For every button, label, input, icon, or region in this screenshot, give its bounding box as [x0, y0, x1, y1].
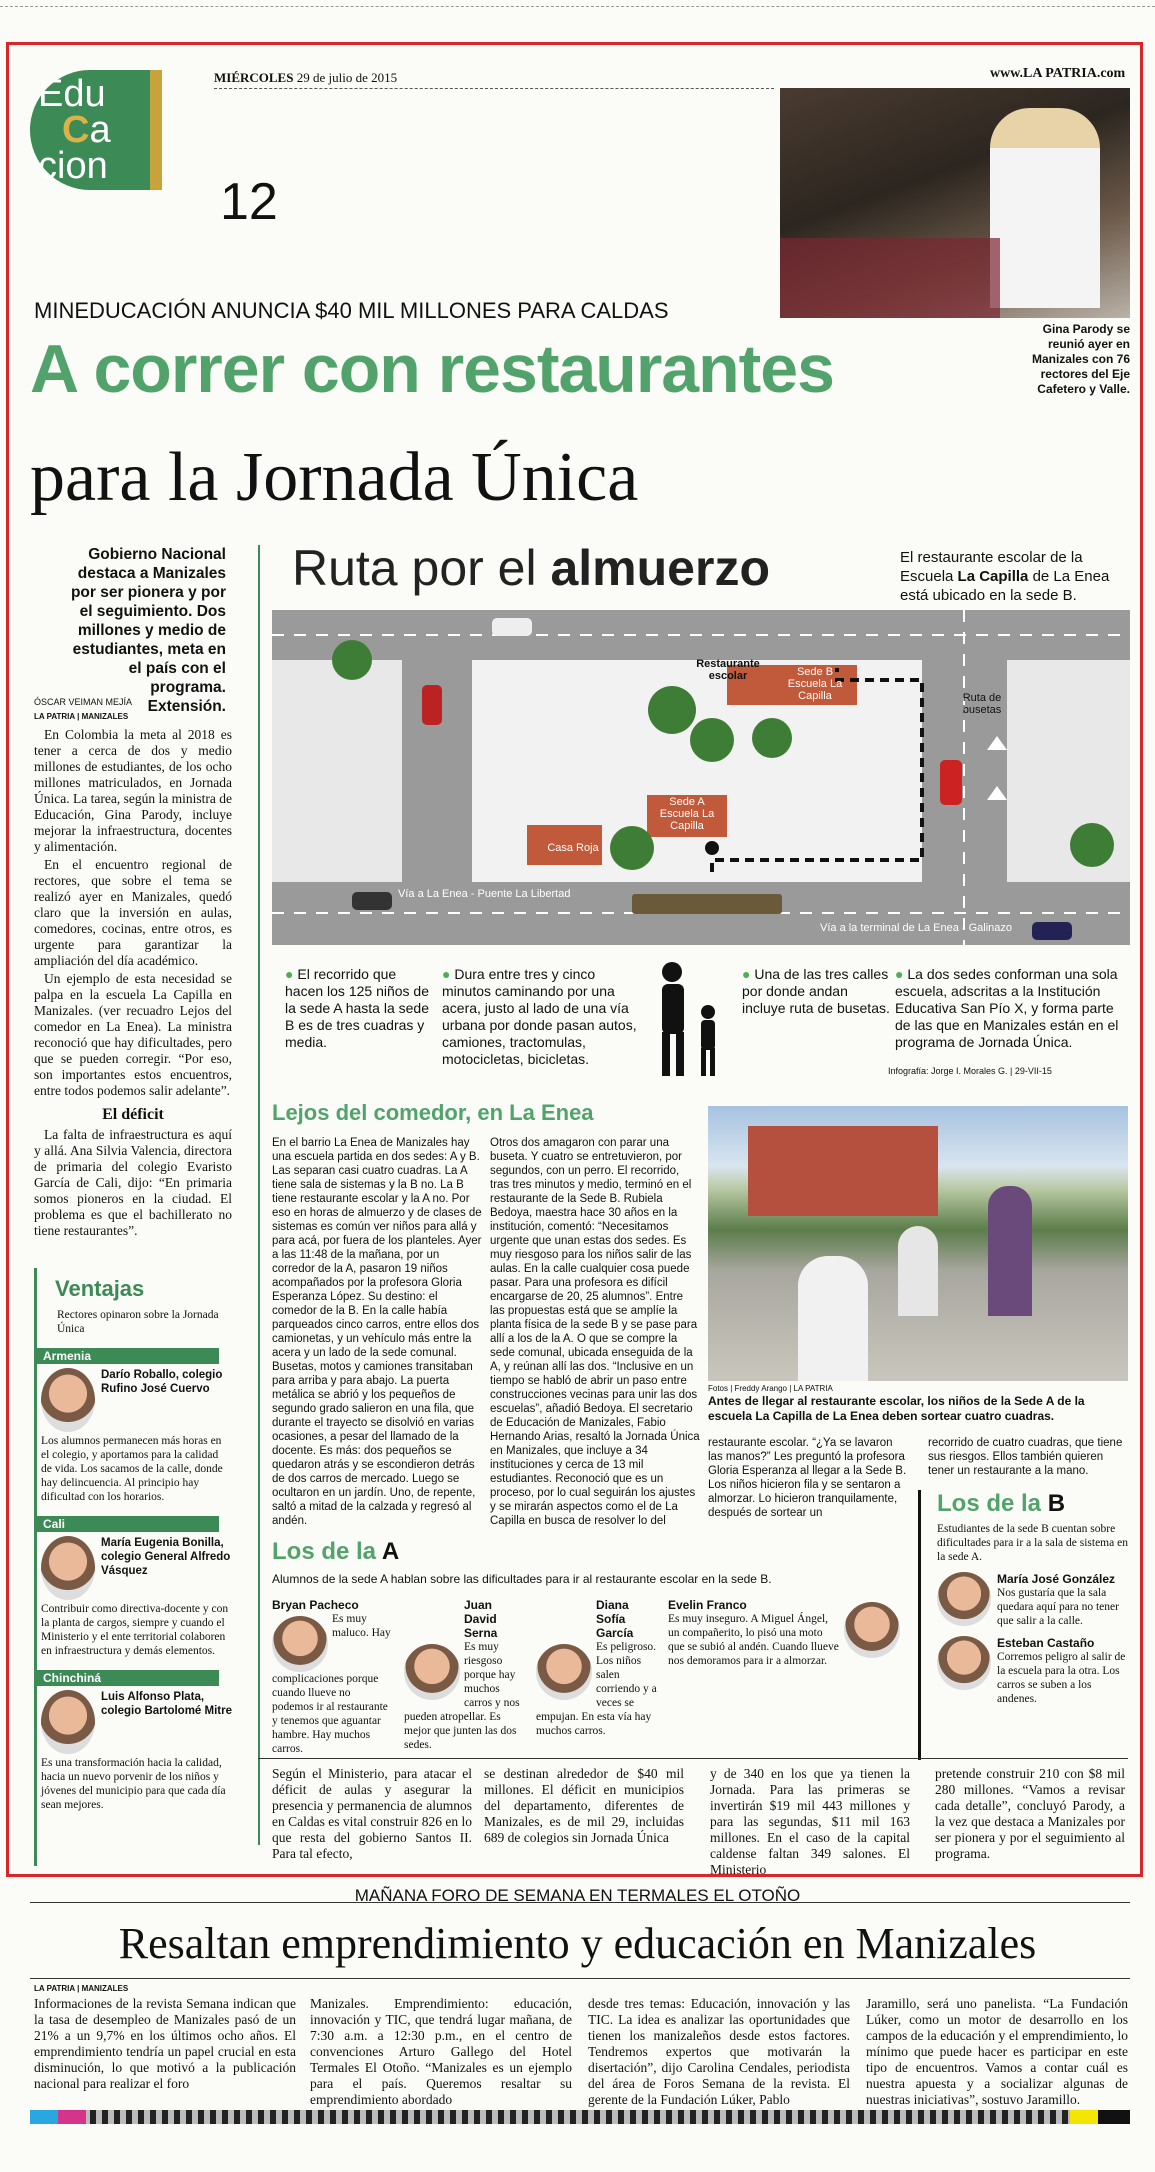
avatar [536, 1644, 592, 1700]
infographic-note-3 [742, 966, 892, 1017]
website[interactable]: www.LA PATRIA.com [990, 66, 1126, 81]
infographic-note-2 [442, 966, 642, 1068]
los-b-person [937, 1636, 1131, 1706]
lead-p1: En Colombia la meta al 2018 es tener a cerca de dos y medio millones de estudiantes, de los ocho millones matriculados, en Jornada Única. La tarea, según la ministra de Educación, Gina Parody, incluye mejorar la infraestructura, docentes y alimentación. [34, 727, 232, 854]
avatar [41, 1536, 95, 1600]
los-a-title [272, 1538, 399, 1566]
infographic-title-light: Ruta por el [292, 540, 551, 596]
headline-kicker: MINEDUCACIÓN ANUNCIA $40 MIL MILLONES PARA CALDAS [34, 298, 669, 323]
person-quote: Es peligroso. Los niños salen corriendo y a veces se empujan. En esta vía hay muchos carros. [536, 1641, 657, 1737]
note-text: Dura entre tres y cinco minutos caminando por una acera, justo al lado de una vía urbana por donde pasan autos, camiones, tractomulas, motocicletas, bicicletas. [442, 966, 637, 1067]
bottom-rule [258, 1758, 1128, 1759]
note-c: de La Enea está ubicado en la sede B. [900, 568, 1110, 604]
black-swatch [1098, 2110, 1130, 2124]
second-title-rule [30, 1978, 1130, 1979]
los-a-intro: Alumnos de la sede A hablan sobre las dificultades para ir al restaurante escolar en la sede B. [272, 1572, 772, 1586]
ventajas-intro: Rectores opinaron sobre la Jornada Única [57, 1309, 219, 1335]
magenta-swatch [58, 2110, 86, 2124]
tree-icon [648, 686, 696, 734]
lejos-title: Lejos del comedor, en La Enea [272, 1100, 594, 1125]
truck-icon [632, 894, 782, 914]
lead-p3: Un ejemplo de esta necesidad se palpa en la escuela La Capilla en Manizales. (ver recuadro Lejos del comedor en La Enea). La ministra reconoció que hay dificultades, pero que se pueden corregir. “Por eso, son importantes estos encuentros, entre todos podemos salir adelante”. [34, 971, 232, 1098]
ventajas-title: Ventajas [55, 1276, 145, 1301]
lead-subhead: El déficit [102, 1106, 164, 1123]
bottom-col-1: Según el Ministerio, para atacar el déficit de aulas y asegurar la presencia y permanencia de alumnos en Caldas es vital construir 826 en lo que resta del gobierno Santos II. Para tal efecto, [272, 1766, 472, 1861]
note-a: El restaurante escolar de la Escuela [900, 549, 1083, 585]
lead-summary: Gobierno Nacional destaca a Manizales por ser pionera y por el seguimiento. Dos millones y medio de estudiantes, meta en el país con el programa. Extensión. [70, 546, 226, 715]
ventaja-item [37, 1348, 233, 1504]
note-text: El recorrido que hacen los 125 niños de la sede A hasta la sede B es de tres cuadras y media. [285, 966, 429, 1050]
section-logo [30, 70, 180, 190]
person-quote: Es muy riesgoso porque hay muchos carros y nos pueden atropellar. Es mejor que junten las dos sedes. [404, 1641, 520, 1751]
car-icon [492, 618, 532, 636]
person-name: María José González [997, 1572, 1116, 1586]
lead-body [34, 727, 232, 1241]
logo-c: C [62, 109, 90, 151]
byline: ÓSCAR VEIMAN MEJÍA [34, 697, 133, 707]
color-bar [30, 2110, 1130, 2124]
note-b: La Capilla [957, 568, 1029, 585]
los-a-title-a: Los de la [272, 1538, 382, 1565]
second-col-1: Informaciones de la revista Semana indican que la tasa de desempleo de Manizales pasó de un 21% a un 9,7% en los últimos ocho años. El emprendimiento tendría un papel crucial en esta disminución, lo que motivó a la publicación nacional para realizar el foro [34, 1996, 296, 2091]
header-rule [214, 88, 774, 89]
person-quote: Corremos peligro al salir de la escuela para la otra. Los carros se suben a los andenes. [997, 1651, 1126, 1705]
logo-text [38, 73, 111, 187]
person-name: Evelin Franco [668, 1598, 747, 1612]
logo-line-1: Edu [38, 73, 106, 115]
second-col-3: desde tres temas: Educación, innovación y las TIC. La idea es analizar las oportunidades que tienen los manizaleños desde estos factores. Tendremos expertos que motivarán la disertación”, dijo Carolina Cendales, periodista del área de Foros Semana de la revista. El gerente de la Fundación Lúker, Pablo [588, 1996, 850, 2107]
map-label-casa-roja: Casa Roja [547, 842, 599, 854]
person-name: Juan David Serna [464, 1598, 498, 1640]
ventaja-quote: Contribuir como directiva-docente y con la planta de cargos, siempre y cuando el Ministerio y el ente territorial colaboren en infraestructura y demás elementos. [41, 1603, 229, 1657]
person-name: Diana Sofía García [596, 1598, 634, 1640]
second-kicker: MAÑANA FORO DE SEMANA EN TERMALES EL OTOÑO [354, 1886, 801, 1905]
second-col-4: Jaramillo, será uno panelista. “La Fundación Lúker, como un motor de desarrollo en los campos de la educación y el emprendimiento, lo mínimo que puede hacer es participar en este tipo de encuentros. Vamos a contar cuál es nuestra apuesta y a socializar algunas de nuestras iniciativas”, sostuvo Jaramillo. [866, 1996, 1128, 2107]
car-icon [352, 892, 392, 910]
infographic-note [900, 548, 1128, 605]
map-label-ruta-busetas: Ruta de busetas [962, 692, 1002, 716]
photo-building [748, 1126, 938, 1216]
page-number: 12 [220, 173, 278, 231]
bottom-col-2: se destinan alrededor de $40 mil millones. El déficit en municipios del departamento, diferentes de Manizales, es de mil 29, incluidas 689 de colegios sin Jornada Única [484, 1766, 684, 1845]
tree-icon [610, 826, 654, 870]
walking-figures-icon [650, 958, 730, 1078]
tree-icon [332, 640, 372, 680]
date-rest: 29 de julio de 2015 [296, 70, 398, 85]
map-label-sede-a: Sede A Escuela La Capilla [659, 796, 715, 832]
headline-title-1: A correr con restaurantes [30, 331, 834, 407]
los-a-person [536, 1598, 658, 1738]
ventaja-name: María Eugenia Bonilla, colegio General Alfredo Vásquez [101, 1537, 231, 1577]
second-col-2: Manizales. Emprendimiento: educación, innovación y TIC, que tendrá lugar mañana, de 7:30 a.m. a 12:30 p.m., en el centro de convenciones Arturo Gallego del Hotel Termales El Otoño. “Manizales es un ejemplo para el país. Queremos resaltar su emprendimiento abordado [310, 1996, 572, 2107]
car-icon [1032, 922, 1072, 940]
person-name: Esteban Castaño [997, 1636, 1095, 1650]
los-b-person [937, 1572, 1131, 1628]
los-b-title [937, 1490, 1131, 1518]
ventaja-name: Darío Roballo, colegio Rufino José Cuervo [101, 1369, 223, 1395]
person-quote: Nos gustaría que la sala quedara aquí para no tener que salir a la calle. [997, 1587, 1119, 1627]
map-label-restaurante: Restaurante escolar [696, 658, 760, 682]
ventaja-item [37, 1670, 233, 1812]
date-line [214, 70, 397, 86]
los-a-title-b: A [381, 1538, 400, 1565]
route-start [705, 841, 719, 855]
lejos-col-3: restaurante escolar. “¿Ya se lavaron las manos?” Les preguntó la profesora Gloria Esperanza al llegar a la Sede B. Los niños hicieron fila y se sentaron a almorzar. Lo hicieron tranquilamente, después de sortear un [708, 1437, 907, 1519]
car-icon [940, 760, 962, 805]
bottom-col-4: pretende construir 210 con $8 mil 280 millones. “Vamos a revisar cada detalle”, concluyó Parody, a la vez que destaca a Manizales por ser pionera y por el seguimiento al programa. [935, 1766, 1125, 1861]
lead-p4: La falta de infraestructura es aquí y allá. Ana Silvia Valencia, directora de primaria del colegio Evaristo García de Cali, dijo: “En primaria somos pioneros en la ciudad. El problema es que el bachillerato no tiene restaurantes”. [34, 1127, 232, 1238]
ventaja-city: Chinchiná [37, 1670, 219, 1686]
photo-adult [988, 1186, 1032, 1316]
photo-figure [990, 108, 1100, 308]
avatar [937, 1572, 991, 1626]
person-name: Bryan Pacheco [272, 1598, 359, 1612]
bullet-icon: ● [442, 966, 455, 982]
lejos-photo [708, 1106, 1128, 1381]
lead-p2: En el encuentro regional de rectores, que sobre el tema se realizó ayer en Manizales, quedó claro que la inversión en aulas, comedores, cocinas, entre otros, es urgente para garantizar la ampliación del día académico. [34, 857, 232, 968]
avatar [844, 1602, 900, 1658]
ventaja-name: Luis Alfonso Plata, colegio Bartolomé Mitre [101, 1691, 232, 1717]
tree-icon [690, 718, 734, 762]
tree-icon [752, 718, 792, 758]
bullet-icon: ● [742, 966, 755, 982]
bottom-col-3: y de 340 en los que ya tienen la Jornada. Para las primeras se invertirán $19 mil 443 millones y para las segundas, $11 mil 163 millones. En el caso de la capital caldense faltan 349 salones. El Ministerio [710, 1766, 910, 1877]
infographic-credit: Infografía: Jorge I. Morales G. | 29-VII-15 [888, 1066, 1052, 1076]
avatar [937, 1636, 991, 1690]
logo-bar [150, 70, 162, 190]
logo-a: a [89, 109, 111, 151]
infographic-title [292, 538, 770, 598]
photo-table [780, 238, 1000, 318]
car-icon [422, 685, 442, 725]
bullet-icon: ● [285, 966, 298, 982]
infographic-title-bold: almuerzo [550, 540, 770, 596]
byline-org: LA PATRIA | MANIZALES [34, 712, 129, 721]
map-label-via-enea: Vía a La Enea - Puente La Libertad [398, 888, 571, 900]
top-cut-line [0, 0, 1155, 7]
map-label-via-terminal: Vía a la terminal de La Enea - Galinazo [820, 922, 1013, 934]
photo-child [898, 1226, 938, 1316]
note-text: Una de las tres calles por donde andan incluye ruta de busetas. [742, 966, 890, 1016]
los-b-intro: Estudiantes de la sede B cuentan sobre dificultades para ir a la sala de sistema en la sede A. [937, 1523, 1128, 1563]
cyan-swatch [30, 2110, 58, 2124]
bullet-icon: ● [895, 966, 908, 982]
lejos-col-4: recorrido de cuatro cuadras, que tiene sus riesgos. Ellos también quieren tener un restaurante a la mano. [928, 1437, 1123, 1477]
ventajas-box [34, 1268, 233, 1866]
yellow-swatch [1070, 2110, 1098, 2124]
lejos-col-1: En el barrio La Enea de Manizales hay una escuela partida en dos sedes: A y B. Las separan casi cuatro cuadras. La A tiene sala de sistemas y la B no. La B tiene restaurante escolar y la A no. Por eso en horas de almuerzo y de clases de sistemas es común ver niños para allá y para acá, por fuera de los planteles. Ayer a las 11:48 de la mañana, por un corredor de la A, pasaron 19 niños acompañados por la profesora Gloria Esperanza López. Su destino: el comedor de la B. En la calle había parqueados cinco carros, entre ellos dos camionetas, y un vehículo más entre la acera y un lado de la sede comunal. Busetas, motos y camiones transitaban para arriba y para abajo. La puerta metálica se abrió y los pequeños de segundo grado salieron en una fila, que durante el trayecto se disolvió en varias ocasiones, a pesar del llamado de la docente. Es más: dos pequeños se quedaron atrás y se escondieron detrás de dos carros de mercado. Luego se ocultaron en un jardín. Uno, de repente, saltó a mitad de la calzada y regresó al andén. [272, 1137, 482, 1527]
lejos-photo-caption: Antes de llegar al restaurante escolar, los niños de la Sede A de la escuela La Capilla de La Enea deben sortear cuatro cuadras. [708, 1394, 1085, 1423]
los-b-box [918, 1490, 1131, 1760]
ventaja-city: Cali [37, 1516, 219, 1532]
person-quote: Es muy inseguro. A Miguel Ángel, un compañerito, lo pisó una moto que se subió al andén. Cuando llueve nos demoramos para ir a almorzar. [668, 1613, 839, 1667]
second-title: Resaltan emprendimiento y educación en Manizales [118, 1919, 1037, 1968]
avatar [272, 1616, 328, 1672]
photo-child [798, 1256, 868, 1381]
headline-title-2: para la Jornada Única [30, 439, 639, 516]
photo-top [780, 88, 1130, 318]
avatar [41, 1368, 95, 1432]
ventaja-quote: Los alumnos permanecen más horas en el colegio, y aportamos para la calidad de vida. Los sacamos de la calle, donde hay delincuencia. Al principio hay dificultad con los horarios. [41, 1435, 223, 1503]
infographic-note-1 [285, 966, 435, 1051]
los-b-title-b: B [1047, 1490, 1066, 1517]
tree-icon [1070, 823, 1114, 867]
person-quote: Es muy maluco. Hay complicaciones porque cuando llueve no podemos ir al restaurante y tenemos que aguantar hambre. Hay muchos carros. [272, 1613, 391, 1755]
note-text: La dos sedes conforman una sola escuela, adscritas a la Institución Educativa San Pío X, y forma parte de las que en Manizales están en el programa de Jornada Única. [895, 966, 1119, 1050]
lejos-col-2: Otros dos amagaron con parar una buseta. Y cuatro se entretuvieron, por segundos, con un perro. El recorrido, tras tres minutos y medio, terminó en el restaurante de la Sede B. Rubiela Bedoya, maestra hace 30 años en la institución, comentó: “Necesitamos urgente que unan estas dos sedes. Es muy riesgoso para los niños salir de las aulas. En la calle cualquier cosa puede pasar. Para una profesora es difícil encargarse de 20, 25 alumnos”. Entre las propuestas está que se amplíe la planta física de la sede B y se pase para allí a los de la A. O que se compre la sede comunal, ubicada enseguida de la A, y reúnan allí las dos. “Inclusive en un tiempo se habló de abrir un paso entre construcciones vecinas para unir las dos escuelas”, añadió Bedoya. El secretario de Educación de Manizales, Fabio Hernando Arias, resaltó la Jornada Única en Manizales, que incluye a 34 instituciones y cerca de 13 mil estudiantes. Reconoció que es un proceso, por lo cual seguirán los ajustes y se mirarán aspectos como el de La Capilla en busca de resolver lo del [490, 1137, 700, 1527]
map-label-sede-b: Sede B Escuela La Capilla [787, 666, 843, 702]
ventaja-quote: Es una transformación hacia la calidad, hacia un nuevo porvenir de los niños y jóvenes del municipio para que cada día sean mejores. [41, 1757, 226, 1811]
avatar [41, 1690, 95, 1754]
ventaja-item [37, 1516, 233, 1658]
column-divider [258, 545, 260, 1845]
los-b-title-a: Los de la [937, 1490, 1048, 1517]
avatar [404, 1644, 460, 1700]
infographic-note-4 [895, 966, 1127, 1051]
los-a-person [668, 1598, 900, 1668]
photo-top-caption: Gina Parody se reunió ayer en Manizales con 76 rectores del Eje Cafetero y Valle. [1031, 322, 1130, 396]
ventaja-city: Armenia [37, 1348, 219, 1364]
los-a-person [272, 1598, 394, 1756]
lejos-photo-credit: Fotos | Freddy Arango | LA PATRIA [708, 1384, 833, 1393]
logo-line-3: cion [38, 145, 108, 187]
second-byline: LA PATRIA | MANIZALES [34, 1984, 129, 1993]
date-day: MIÉRCOLES [214, 70, 294, 85]
los-a-person [404, 1598, 526, 1752]
